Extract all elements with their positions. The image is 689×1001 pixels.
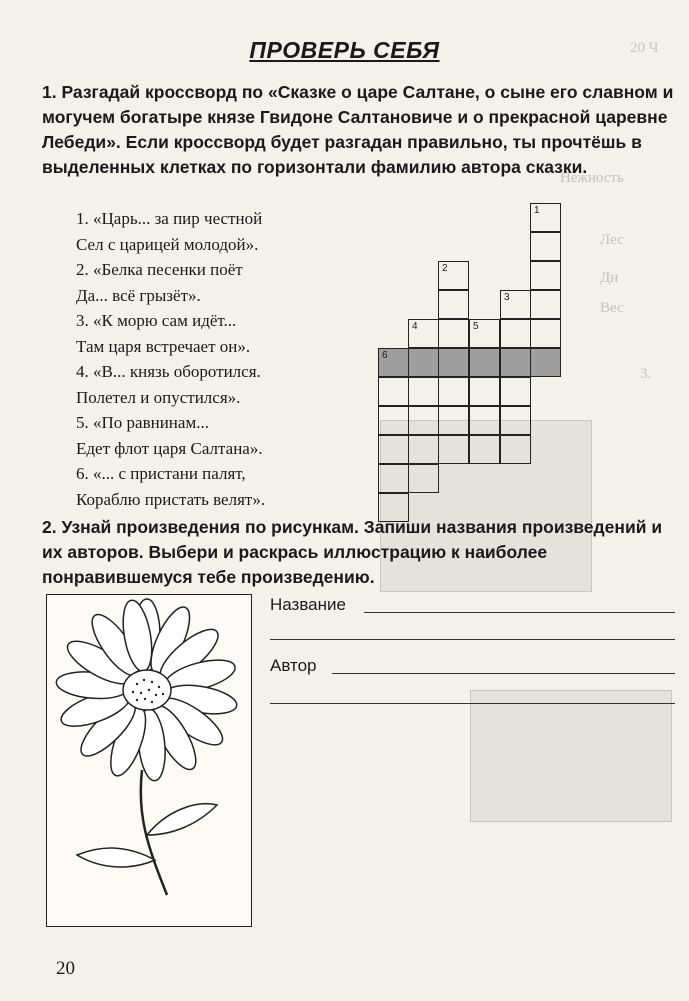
crossword-cell[interactable] xyxy=(469,319,500,348)
page-title: ПРОВЕРЬ СЕБЯ xyxy=(249,37,440,63)
clue-line: Полетел и опустился». xyxy=(76,387,241,407)
author-answer-line-2[interactable] xyxy=(270,703,675,704)
bleed-text: Вес xyxy=(600,300,624,316)
bleed-text: Дн xyxy=(600,270,619,286)
bleed-text: Лес xyxy=(600,232,624,248)
cell-number: 4 xyxy=(412,321,418,332)
crossword-cell[interactable] xyxy=(500,406,531,435)
crossword-cell[interactable] xyxy=(378,377,409,406)
crossword-cell[interactable] xyxy=(378,435,409,464)
task1-instructions: 1. Разгадай кроссворд по «Сказке о царе Салтане, о сыне его славном и могучем богатыре князе Гвидоне Салтановиче и о прекрасной царевне Лебеди». Если кроссворд будет разгадан правильно, ты прочтёшь в выделенных клетках по горизонтали фамилию автора сказки. xyxy=(42,82,674,177)
crossword-cell[interactable] xyxy=(500,319,531,348)
crossword-cell[interactable] xyxy=(500,377,531,406)
crossword-cell[interactable] xyxy=(378,406,409,435)
crossword-cell[interactable] xyxy=(469,377,500,406)
name-answer-line-2[interactable] xyxy=(270,639,675,640)
daisy-flower-icon xyxy=(47,595,251,926)
crossword-cell[interactable] xyxy=(469,406,500,435)
page-number: 20 xyxy=(56,958,75,979)
clue-line: Сел с царицей молодой». xyxy=(76,234,259,254)
crossword-cell[interactable] xyxy=(500,290,531,319)
crossword-cell[interactable] xyxy=(438,406,469,435)
clue-line: 4. «В... князь оборотился. xyxy=(76,362,261,381)
crossword-cell[interactable] xyxy=(530,290,561,319)
crossword-cell[interactable] xyxy=(530,232,561,261)
crossword-cell[interactable] xyxy=(408,464,439,493)
crossword-cell-highlighted[interactable] xyxy=(408,348,439,377)
crossword-cell-highlighted[interactable] xyxy=(500,348,531,377)
cell-number: 2 xyxy=(442,263,448,274)
clue-list xyxy=(76,206,265,512)
author-answer-line[interactable] xyxy=(332,673,675,674)
cell-number: 5 xyxy=(473,321,479,332)
crossword-cell[interactable] xyxy=(500,435,531,464)
crossword-cell[interactable] xyxy=(408,435,439,464)
name-answer-line[interactable] xyxy=(364,612,675,613)
clue-line: 3. «К морю сам идёт... xyxy=(76,311,237,330)
crossword-cell[interactable] xyxy=(530,203,561,232)
bleed-text: 20 Ч xyxy=(630,40,659,56)
crossword-cell[interactable] xyxy=(530,319,561,348)
crossword-cell[interactable] xyxy=(469,435,500,464)
cell-number: 3 xyxy=(504,292,510,303)
crossword-cell[interactable] xyxy=(530,261,561,290)
clue-line: 6. «... с пристани палят, xyxy=(76,464,246,483)
crossword-cell[interactable] xyxy=(378,464,409,493)
crossword-cell-highlighted[interactable] xyxy=(378,348,409,377)
bleed-text: 3. xyxy=(640,366,652,382)
clue-line: 1. «Царь... за пир честной xyxy=(76,209,263,228)
clue-line: Там царя встречает он». xyxy=(76,336,251,356)
crossword-cell[interactable] xyxy=(438,319,469,348)
author-label: Автор xyxy=(270,656,317,675)
clue-line: 2. «Белка песенки поёт xyxy=(76,260,243,279)
crossword-cell-highlighted[interactable] xyxy=(438,348,469,377)
daisy-illustration xyxy=(46,594,252,927)
cell-number: 1 xyxy=(534,205,540,216)
cell-number: 6 xyxy=(382,350,388,361)
bleed-text: Нежность xyxy=(560,170,624,186)
bleed-shadow xyxy=(470,690,672,822)
crossword-cell[interactable] xyxy=(408,406,439,435)
crossword-cell[interactable] xyxy=(438,290,469,319)
crossword-cell[interactable] xyxy=(438,435,469,464)
name-label: Название xyxy=(270,595,346,614)
crossword-cell[interactable] xyxy=(408,319,439,348)
clue-line: Едет флот царя Салтана». xyxy=(76,438,263,458)
crossword-cell-highlighted[interactable] xyxy=(469,348,500,377)
crossword-cell[interactable] xyxy=(438,261,469,290)
task2-instructions: 2. Узнай произведения по рисункам. Запиши названия произведений и их авторов. Выбери и раскрась иллюстрацию к наиболее понравившемуся тебе произведению. xyxy=(42,517,663,587)
clue-line: Кораблю пристать велят». xyxy=(76,489,266,509)
clue-line: 5. «По равнинам... xyxy=(76,413,209,432)
crossword-cell[interactable] xyxy=(438,377,469,406)
crossword-cell-highlighted[interactable] xyxy=(530,348,561,377)
crossword-cell[interactable] xyxy=(408,377,439,406)
clue-line: Да... всё грызёт». xyxy=(76,285,201,305)
